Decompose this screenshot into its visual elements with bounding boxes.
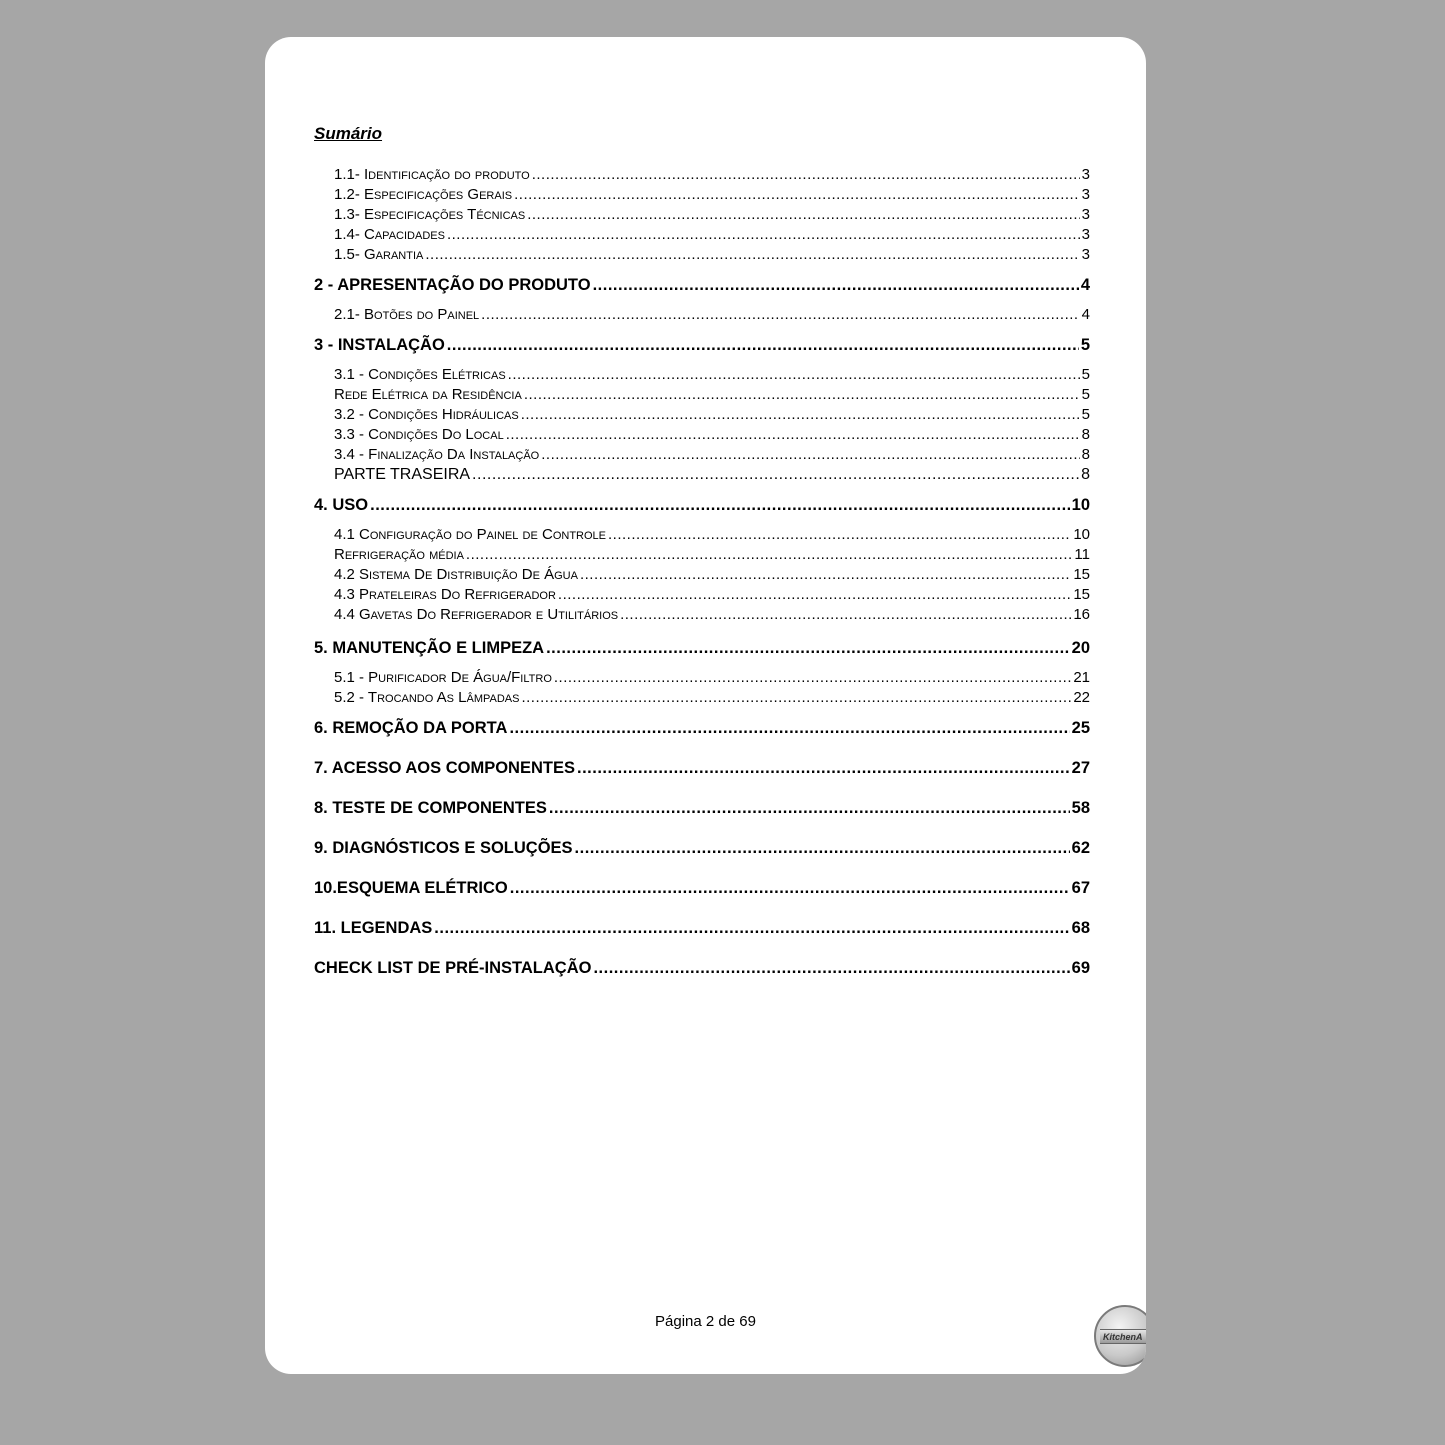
toc-entry <box>314 335 1090 355</box>
toc-entry-label: 4.3 Prateleiras Do Refrigerador <box>334 586 556 603</box>
toc-dot-leader <box>620 605 1071 625</box>
toc-dot-leader <box>434 918 1069 938</box>
toc-entry <box>334 365 1090 385</box>
toc-entry-page: 3 <box>1081 246 1090 263</box>
toc-title: Sumário <box>314 124 383 143</box>
toc-entry <box>314 275 1090 295</box>
toc-entry-label: 1.5- Garantia <box>334 246 424 263</box>
toc-entry <box>334 605 1090 625</box>
toc-entry <box>334 405 1090 425</box>
toc-entry-page: 67 <box>1071 879 1090 897</box>
toc-dot-leader <box>524 385 1080 405</box>
toc-dot-leader <box>506 425 1080 445</box>
toc-entry-label: 10.ESQUEMA ELÉTRICO <box>314 879 508 897</box>
toc-entry <box>334 385 1090 405</box>
toc-dot-leader <box>447 225 1080 245</box>
toc-dot-leader <box>510 878 1070 898</box>
toc-dot-leader <box>447 335 1079 355</box>
toc-dot-leader <box>466 545 1073 565</box>
toc-dot-leader <box>580 565 1071 585</box>
toc-entry-label: 5. MANUTENÇÃO E LIMPEZA <box>314 639 545 657</box>
toc-entry <box>334 165 1090 185</box>
toc-entry-label: 4. USO <box>314 496 369 514</box>
toc-entry-label: 1.2- Especificações Gerais <box>334 186 513 203</box>
brand-logo <box>1094 1305 1146 1367</box>
toc-entry-page: 3 <box>1081 206 1090 223</box>
toc-dot-leader <box>549 798 1070 818</box>
toc-entry-label: 3.3 - Condições Do Local <box>334 426 504 443</box>
toc-entry-page: 8 <box>1081 466 1090 483</box>
toc-entry <box>314 758 1090 778</box>
brand-logo-text: KitchenA <box>1100 1329 1146 1344</box>
toc-entry-label: 1.3- Especificações Técnicas <box>334 206 526 223</box>
toc-entry-label: 7. ACESSO AOS COMPONENTES <box>314 759 575 777</box>
toc-entry-page: 3 <box>1081 166 1090 183</box>
toc-entry <box>334 425 1090 445</box>
toc-entry-page: 58 <box>1071 799 1090 817</box>
toc-entry-page: 21 <box>1073 669 1090 686</box>
toc-dot-leader <box>541 445 1079 465</box>
toc-entry-label: Rede Elétrica da Residência <box>334 386 522 403</box>
toc-entry <box>334 245 1090 265</box>
toc-entry <box>314 798 1090 818</box>
toc-dot-leader <box>593 958 1069 978</box>
toc-entry-label: PARTE TRASEIRA <box>334 466 471 483</box>
toc-entry <box>314 878 1090 898</box>
toc-entry-page: 69 <box>1071 959 1090 977</box>
toc-entry-label: 5.1 - Purificador De Água/Filtro <box>334 669 552 686</box>
toc-entry-page: 4 <box>1080 276 1090 294</box>
page-number-footer: Página 2 de 69 <box>655 1313 756 1330</box>
toc-entry-page: 5 <box>1080 336 1090 354</box>
toc-entry-label: 4.4 Gavetas Do Refrigerador e Utilitários <box>334 606 619 623</box>
toc-entry-page: 11 <box>1074 546 1090 563</box>
toc-entry-label: 8. TESTE DE COMPONENTES <box>314 799 547 817</box>
toc-entry <box>314 838 1090 858</box>
toc-dot-leader <box>521 405 1080 425</box>
toc-entry <box>334 185 1090 205</box>
toc-entry-page: 10 <box>1073 526 1090 543</box>
toc-dot-leader <box>608 525 1071 545</box>
toc-entry-label: 5.2 - Trocando As Lâmpadas <box>334 689 520 706</box>
toc-dot-leader <box>575 838 1070 858</box>
toc-entry <box>334 205 1090 225</box>
toc-entry-page: 27 <box>1071 759 1090 777</box>
toc-entry-page: 10 <box>1071 496 1090 514</box>
toc-entry <box>334 225 1090 245</box>
toc-entry <box>334 668 1090 688</box>
toc-entry <box>334 525 1090 545</box>
toc-entry <box>334 445 1090 465</box>
toc-dot-leader <box>514 185 1080 205</box>
toc-entry-page: 3 <box>1081 226 1090 243</box>
toc-entry-label: 1.1- Identificação do produto <box>334 166 530 183</box>
toc-dot-leader <box>509 718 1069 738</box>
toc-dot-leader <box>425 245 1079 265</box>
toc-dot-leader <box>546 638 1070 658</box>
toc-entry <box>314 638 1090 658</box>
toc-entry-label: 2.1- Botões do Painel <box>334 306 480 323</box>
toc-entry-page: 5 <box>1081 386 1090 403</box>
toc-entry-page: 68 <box>1071 919 1090 937</box>
toc-entry <box>314 958 1090 978</box>
toc-dot-leader <box>593 275 1079 295</box>
toc-entry-label: 1.4- Capacidades <box>334 226 445 243</box>
toc-entry <box>314 718 1090 738</box>
toc-entry-label: CHECK LIST DE PRÉ-INSTALAÇÃO <box>314 959 592 977</box>
toc-entry-page: 3 <box>1081 186 1090 203</box>
toc-entry-page: 5 <box>1081 406 1090 423</box>
toc-dot-leader <box>481 305 1080 325</box>
toc-dot-leader <box>558 585 1071 605</box>
toc-entry-page: 5 <box>1081 366 1090 383</box>
toc-entry-page: 15 <box>1073 566 1090 583</box>
toc-entry-page: 20 <box>1071 639 1090 657</box>
toc-dot-leader <box>521 688 1071 708</box>
toc-entry-label: 3.1 - Condições Elétricas <box>334 366 506 383</box>
toc-entry-page: 4 <box>1081 306 1090 323</box>
document-page <box>265 37 1146 1374</box>
toc-entry <box>314 918 1090 938</box>
toc-entry <box>314 495 1090 515</box>
toc-dot-leader <box>508 365 1080 385</box>
toc-dot-leader <box>577 758 1070 778</box>
toc-entry-label: 6. REMOÇÃO DA PORTA <box>314 719 508 737</box>
toc-entry <box>334 585 1090 605</box>
toc-entry <box>334 465 1090 485</box>
toc-entry-label: 3.4 - Finalização Da Instalação <box>334 446 540 463</box>
toc-dot-leader <box>370 495 1070 515</box>
toc-entry-label: Refrigeração média <box>334 546 464 563</box>
toc-dot-leader <box>527 205 1079 225</box>
toc-entry-page: 25 <box>1071 719 1090 737</box>
toc-entry-label: 2 - APRESENTAÇÃO DO PRODUTO <box>314 276 591 294</box>
toc-entry-page: 8 <box>1081 426 1090 443</box>
toc-entry-label: 9. DIAGNÓSTICOS E SOLUÇÕES <box>314 839 573 857</box>
toc-entry-label: 3.2 - Condições Hidráulicas <box>334 406 519 423</box>
toc-dot-leader <box>472 465 1079 485</box>
toc-entry-label: 4.2 Sistema De Distribuição De Água <box>334 566 578 583</box>
toc-entry <box>334 545 1090 565</box>
toc-entry-page: 22 <box>1073 689 1090 706</box>
toc-entry <box>334 688 1090 708</box>
toc-dot-leader <box>554 668 1071 688</box>
toc-dot-leader <box>532 165 1080 185</box>
toc-entry <box>334 565 1090 585</box>
toc-entry-label: 3 - INSTALAÇÃO <box>314 336 445 354</box>
toc-entry-page: 8 <box>1081 446 1090 463</box>
toc-entry-page: 16 <box>1073 606 1090 623</box>
toc-entry-label: 11. LEGENDAS <box>314 919 433 937</box>
toc-entry-label: 4.1 Configuração do Painel de Controle <box>334 526 606 543</box>
toc-entry <box>334 305 1090 325</box>
toc-entry-page: 62 <box>1071 839 1090 857</box>
toc-entry-page: 15 <box>1073 586 1090 603</box>
